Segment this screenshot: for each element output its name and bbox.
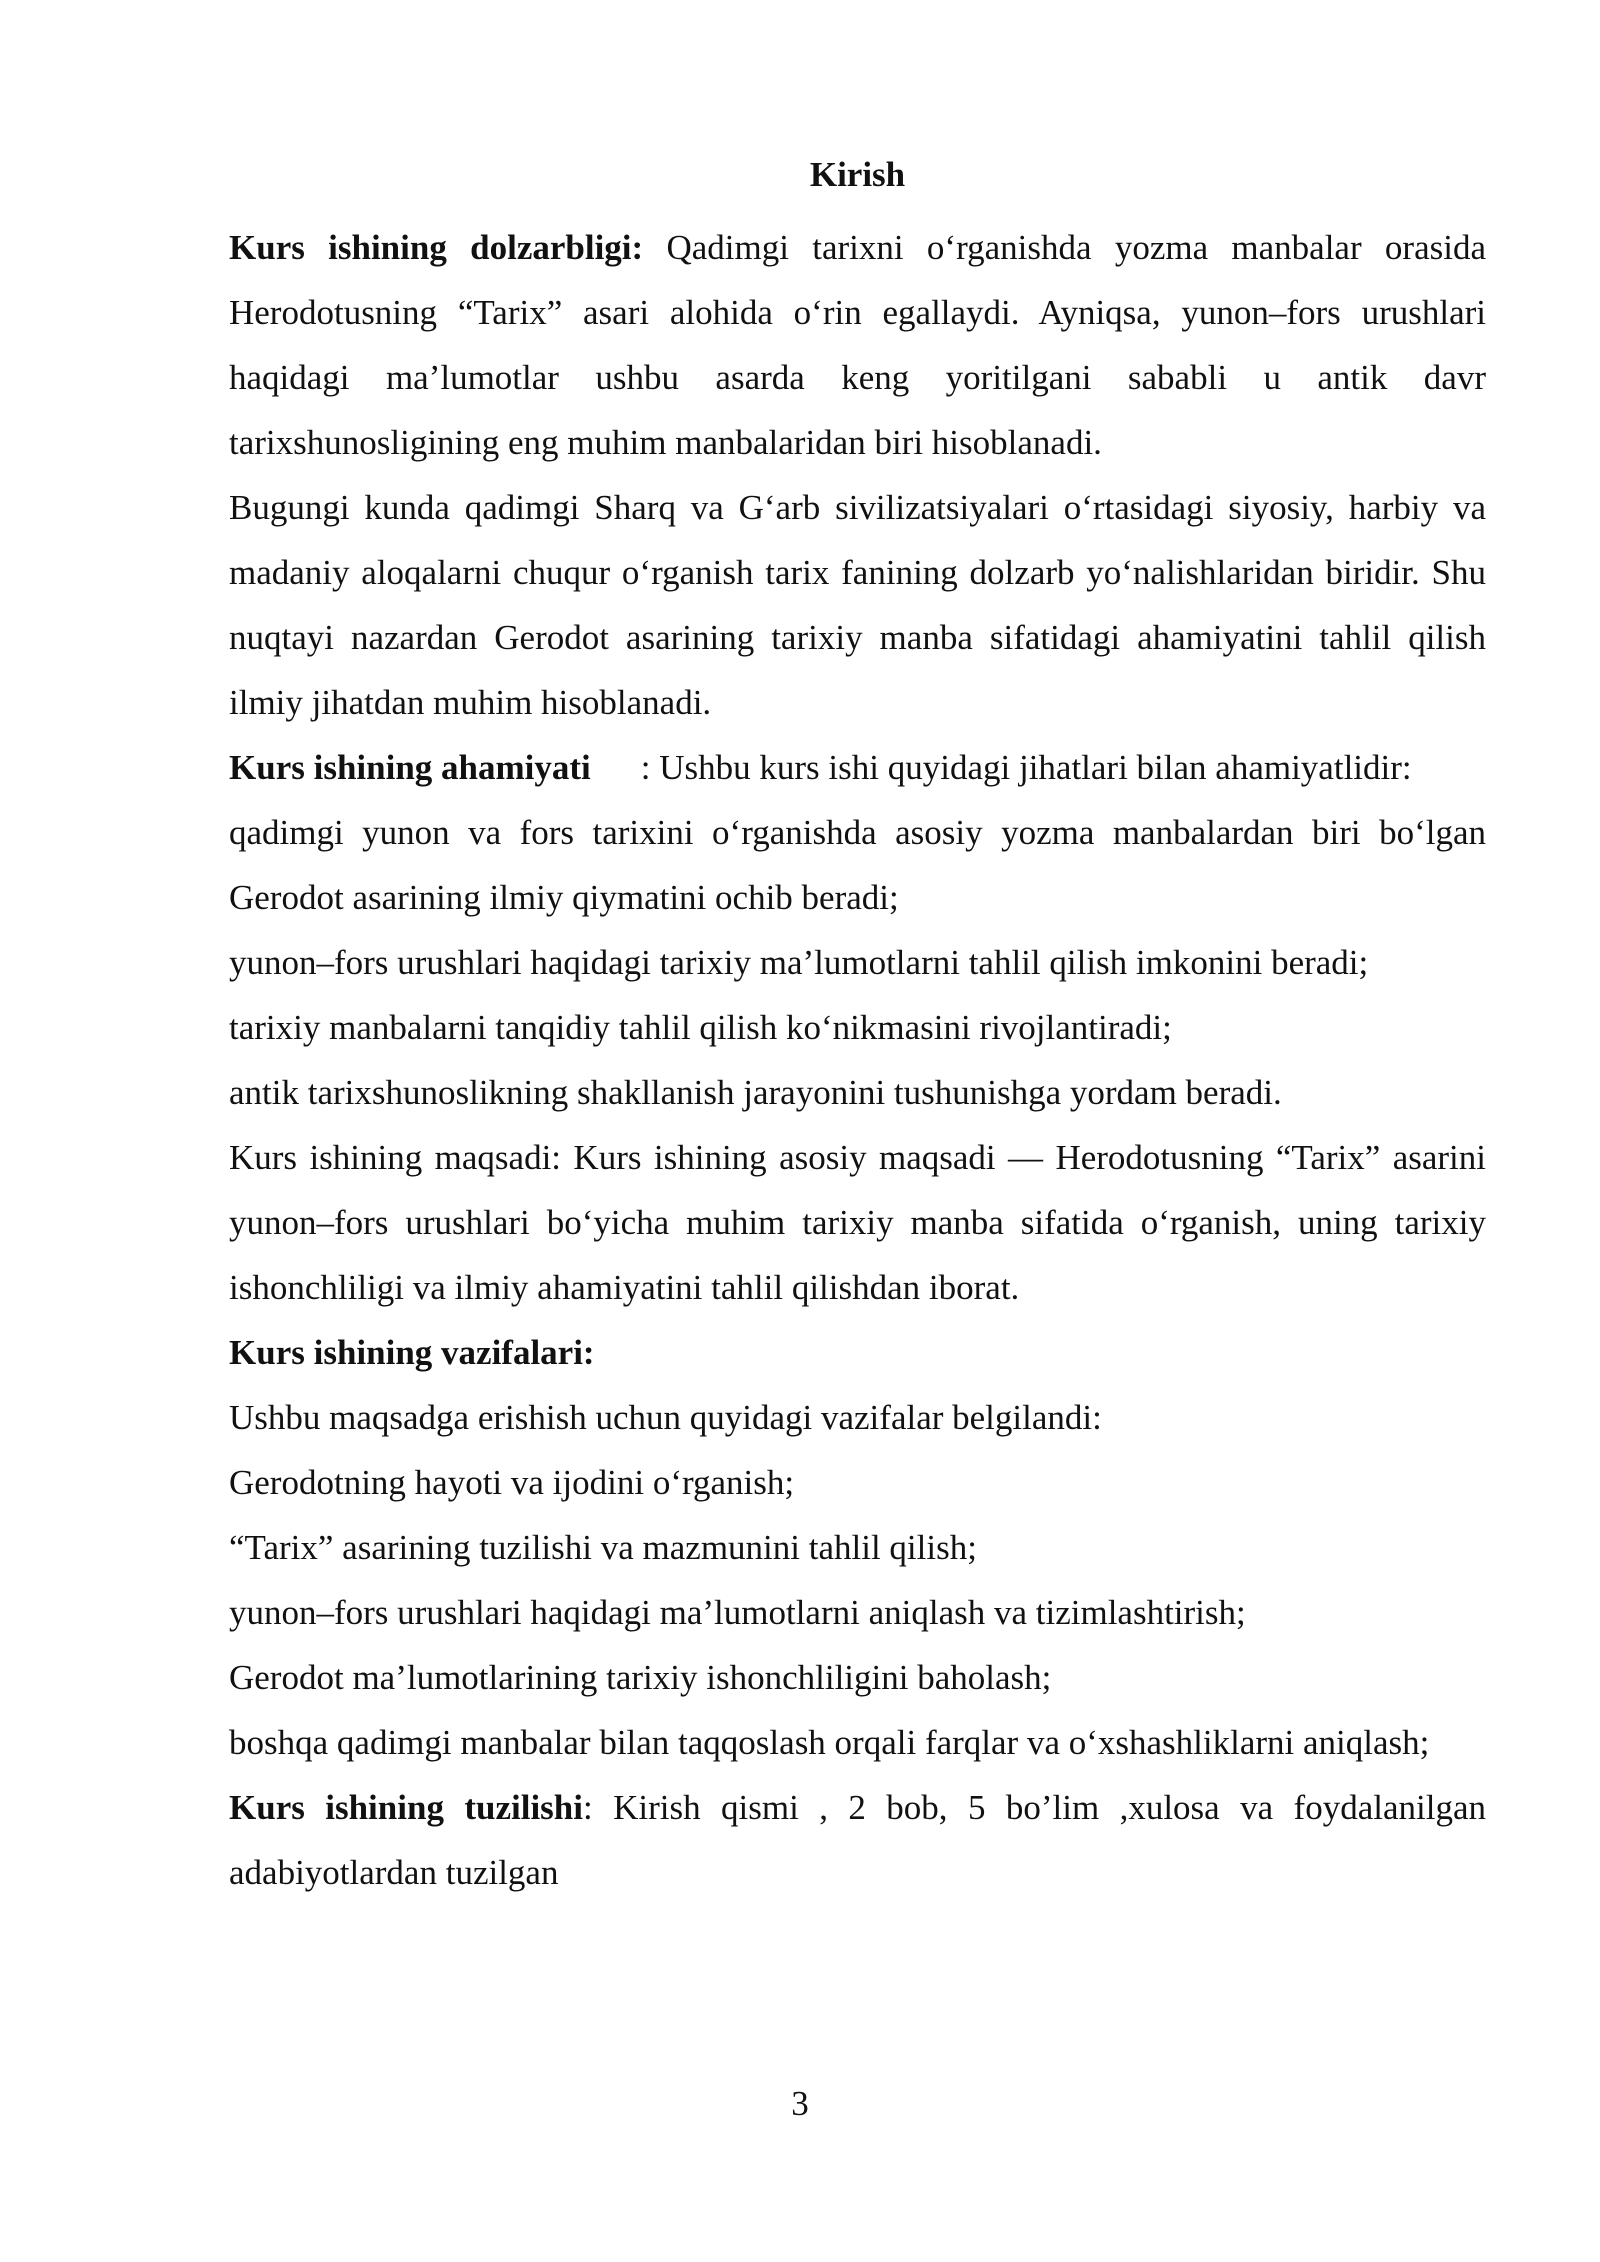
task-item: boshqa qadimgi manbalar bilan taqqoslash orqali farqlar va o‘xshashliklarni aniqlash; xyxy=(229,1723,1430,1762)
relevance-label: Kurs ishining dolzarbligi: xyxy=(229,228,644,267)
importance-label: Kurs ishining ahamiyati xyxy=(229,748,591,787)
tasks-label: Kurs ishining vazifalari: xyxy=(229,1333,595,1372)
relevance-paragraph xyxy=(229,215,1486,475)
task-item: Gerodot ma’lumotlarining tarixiy ishonchliligini baholash; xyxy=(229,1658,1052,1697)
structure-label: Kurs ishining tuzilishi xyxy=(229,1788,583,1827)
importance-text: : Ushbu kurs ishi quyidagi jihatlari bilan ahamiyatlidir: xyxy=(640,748,1412,787)
task-item: “Tarix” asarining tuzilishi va mazmunini tahlil qilish; xyxy=(229,1528,977,1567)
goal-paragraph: Kurs ishining maqsadi: Kurs ishining asosiy maqsadi — Herodotusning “Tarix” asarini yunon–fors urushlari bo‘yicha muhim tarixiy manba sifatida o‘rganish, uning tarixiy ishonchliligi va ilmiy ahamiyatini tahlil qilishdan iborat. xyxy=(229,1138,1486,1307)
importance-item: yunon–fors urushlari haqidagi tarixiy ma’lumotlarni tahlil qilish imkonini beradi; xyxy=(229,943,1369,982)
structure-paragraph xyxy=(229,1775,1486,1905)
importance-item: antik tarixshunoslikning shakllanish jarayonini tushunishga yordam beradi. xyxy=(229,1073,1282,1112)
page-number: 3 xyxy=(791,2084,809,2123)
page-title: Kirish xyxy=(809,155,906,194)
context-paragraph: Bugungi kunda qadimgi Sharq va G‘arb sivilizatsiyalari o‘rtasidagi siyosiy, harbiy va madaniy aloqalarni chuqur o‘rganish tarix fanining dolzarb yo‘nalishlaridan biridir. Shu nuqtayi nazardan Gerodot asarining tarixiy manba sifatidagi ahamiyatini tahlil qilish ilmiy jihatdan muhim hisoblanadi. xyxy=(229,488,1486,722)
page-content xyxy=(229,150,1486,1905)
importance-paragraph xyxy=(229,735,1486,800)
task-item: Gerodotning hayoti va ijodini o‘rganish; xyxy=(229,1463,795,1502)
importance-item: tarixiy manbalarni tanqidiy tahlil qilish ko‘nikmasini rivojlantiradi; xyxy=(229,1008,1172,1047)
relevance-text: Qadimgi tarixni o‘rganishda yozma manbalar orasida Herodotusning “Tarix” asari alohida o‘rin egallaydi. Ayniqsa, yunon–fors urushlari haqidagi ma’lumotlar ushbu asarda keng yoritilgani sababli u antik davr tarixshunosligining eng muhim manbalaridan biri hisoblanadi. xyxy=(229,228,1486,462)
structure-text: : Kirish qismi , 2 bob, 5 bo’lim ,xulosa va foydalanilgan adabiyotlardan tuzilgan xyxy=(229,1788,1486,1892)
tasks-heading xyxy=(229,1320,1486,1385)
task-item: yunon–fors urushlari haqidagi ma’lumotlarni aniqlash va tizimlashtirish; xyxy=(229,1593,1246,1632)
importance-item: qadimgi yunon va fors tarixini o‘rganishda asosiy yozma manbalardan biri bo‘lgan Gerodot asarining ilmiy qiymatini ochib beradi; xyxy=(229,813,1486,917)
tasks-intro: Ushbu maqsadga erishish uchun quyidagi vazifalar belgilandi: xyxy=(229,1398,1102,1437)
